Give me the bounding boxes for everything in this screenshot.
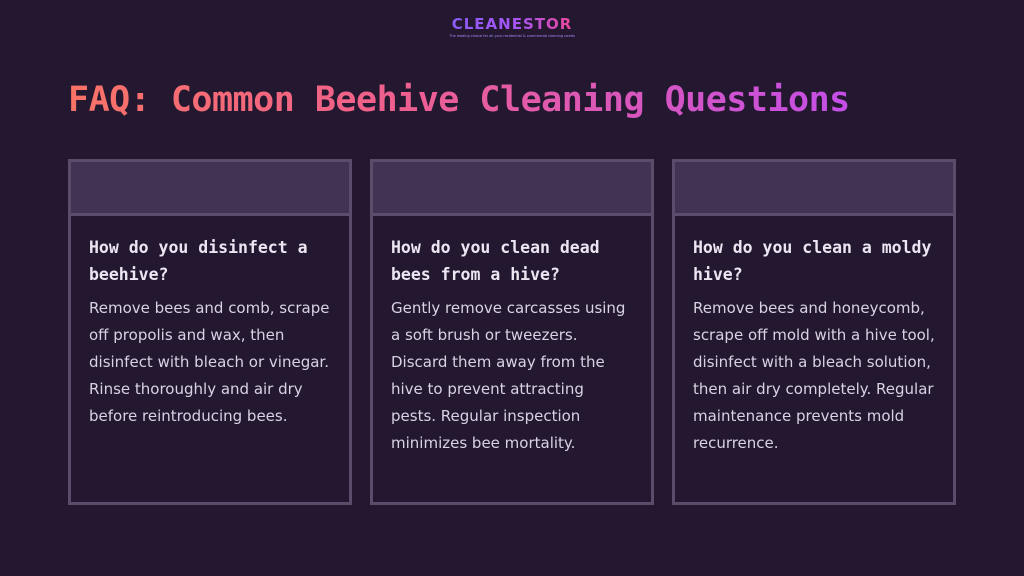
card-body <box>373 216 651 457</box>
faq-question: How do you clean a moldy hive? <box>693 238 932 284</box>
brand-tagline: The leading choice for all your residential & commercial cleaning needs <box>449 34 575 38</box>
faq-answer: Remove bees and comb, scrape off propolis and wax, then disinfect with bleach or vinegar. Rinse thoroughly and air dry before reintroducing bees. <box>89 299 330 425</box>
faq-card-dead-bees <box>370 159 654 505</box>
page-title: FAQ: Common Beehive Cleaning Questions <box>68 74 850 126</box>
card-body <box>71 216 349 430</box>
faq-question: How do you disinfect a beehive? <box>89 238 308 284</box>
faq-answer: Gently remove carcasses using a soft brush or tweezers. Discard them away from the hive to prevent attracting pests. Regular inspection minimizes bee mortality. <box>391 299 626 452</box>
faq-answer: Remove bees and honeycomb, scrape off mold with a hive tool, disinfect with a bleach solution, then air dry completely. Regular maintenance prevents mold recurrence. <box>693 299 935 452</box>
brand-name: CLEANESTOR <box>451 15 573 33</box>
faq-question: How do you clean dead bees from a hive? <box>391 238 600 284</box>
faq-card-disinfect <box>68 159 352 505</box>
card-body <box>675 216 953 457</box>
card-header <box>675 162 953 216</box>
card-header <box>373 162 651 216</box>
card-header <box>71 162 349 216</box>
faq-card-moldy-hive <box>672 159 956 505</box>
brand-logo <box>0 14 1024 39</box>
